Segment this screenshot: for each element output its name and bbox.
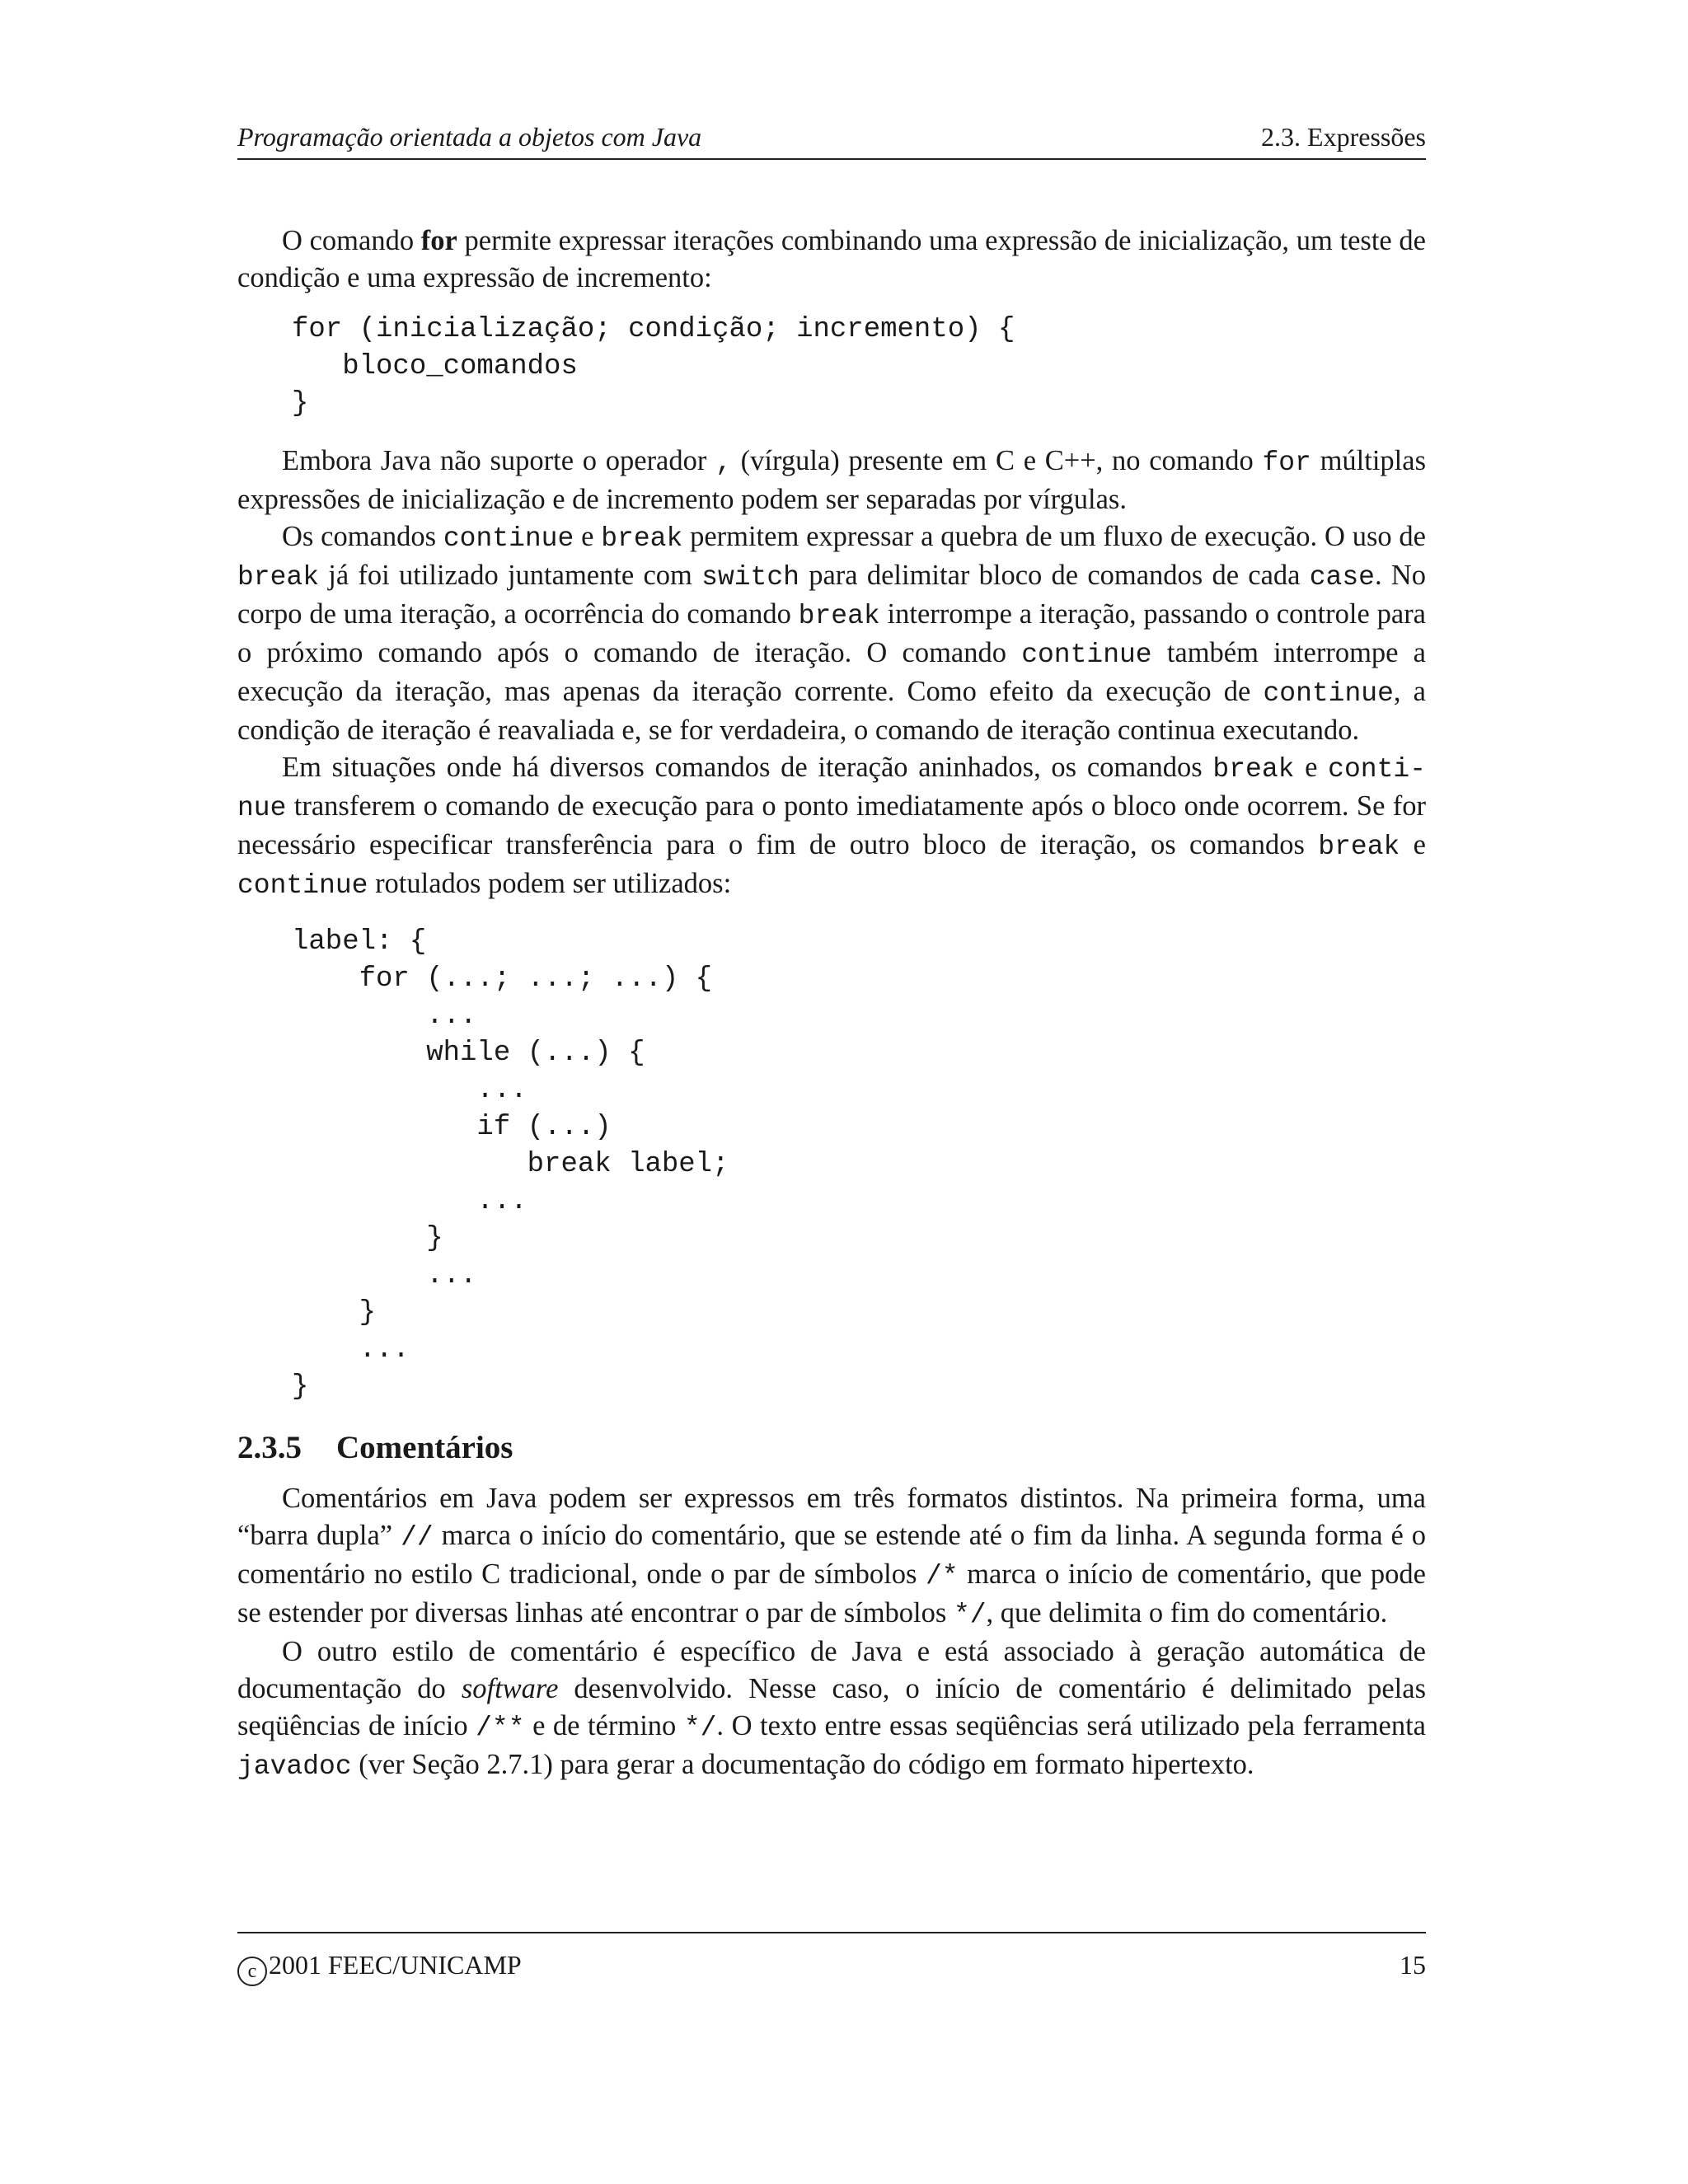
- text: Os comandos: [282, 521, 443, 552]
- inline-code: break: [798, 601, 880, 631]
- paragraph-comments-formats: [237, 1480, 1426, 1633]
- text: Comentários em Java podem ser expressos em três formatos distintos. Na primeira forma, uma “barra dupla”: [237, 1483, 1426, 1551]
- inline-code: /**: [476, 1713, 525, 1743]
- inline-code: case: [1309, 562, 1375, 593]
- paragraph-virgula: [237, 443, 1426, 518]
- section-title: Comentários: [336, 1430, 513, 1465]
- page-body: [237, 223, 1426, 1785]
- text: e: [1400, 829, 1426, 860]
- text: já foi utilizado juntamente com: [319, 560, 702, 591]
- inline-code: break: [1318, 832, 1400, 862]
- paragraph-nested-iterations: [237, 749, 1426, 904]
- text: O outro estilo de comentário é específico de Java e está associado à geração automática de documentação do: [237, 1636, 1426, 1704]
- paragraph-continue-break: [237, 518, 1426, 749]
- text: (ver Seção 2.7.1) para gerar a documentação do código em formato hipertexto.: [351, 1749, 1254, 1780]
- inline-code: break: [1212, 754, 1295, 785]
- code-block-for: for (inicialização; condição; incremento) { bloco_comandos }: [292, 314, 1015, 419]
- text: , a condição de iteração é reavaliada e, se for verdadeira, o comando de iteração continua executando.: [237, 676, 1426, 746]
- text: para delimitar bloco de comandos de cada: [799, 560, 1310, 591]
- keyword-for: for: [420, 225, 457, 256]
- text: permitem expressar a quebra de um fluxo de execução. O uso de: [682, 521, 1426, 552]
- text: rotulados podem ser utilizados:: [368, 868, 732, 899]
- header-book-title: Programação orientada a objetos com Java: [237, 122, 702, 152]
- text: Embora Java não suporte o operador: [282, 445, 716, 476]
- page-footer: [237, 1932, 1426, 1983]
- page-number: 15: [1400, 1950, 1426, 1980]
- inline-code: switch: [701, 562, 799, 593]
- text: . O texto entre essas seqüências será utilizado pela ferramenta: [716, 1710, 1426, 1741]
- inline-code: */: [683, 1713, 717, 1743]
- section-number: 2.3.5: [237, 1430, 302, 1465]
- inline-code: continue: [237, 870, 368, 901]
- inline-code: /*: [925, 1561, 959, 1591]
- text: permite expressar iterações combinando uma expressão de inicialização, um teste de condição e uma expressão de incremento:: [237, 225, 1426, 293]
- text: desenvolvido. Nesse caso, o início de comentário é delimitado pelas seqüências de início: [237, 1673, 1426, 1741]
- text: , que delimita o fim do comentário.: [986, 1597, 1388, 1629]
- code-block-label: label: { for (...; ...; ...) { ... while (...) { ... if (...) break label; ... } ... } ... }: [292, 926, 729, 1403]
- copyright-icon: c: [237, 1957, 267, 1986]
- inline-code: break: [237, 562, 320, 593]
- inline-code: continue: [1263, 678, 1394, 709]
- inline-code: continue: [443, 523, 574, 554]
- paragraph-javadoc: [237, 1633, 1426, 1785]
- section-heading: [237, 1427, 1426, 1469]
- document-page: [237, 0, 1426, 2184]
- inline-code: for: [1262, 448, 1311, 478]
- text: marca o início do comentário, que se estende até o fim da linha. A segunda forma é o comentário no estilo C tradicional, onde o par de símbolos: [237, 1520, 1426, 1590]
- paragraph-for: [237, 223, 1426, 297]
- inline-code: ,: [715, 448, 732, 478]
- inline-code: */: [953, 1600, 987, 1630]
- text: e: [1294, 752, 1329, 783]
- text: O comando: [282, 225, 421, 256]
- inline-code: break: [601, 523, 683, 554]
- inline-code: continue: [1021, 640, 1152, 670]
- text: Em situações onde há diversos comandos de iteração aninhados, os comandos: [282, 752, 1213, 783]
- running-header: [237, 122, 1426, 160]
- text: também interrompe a execução da iteração, mas apenas da iteração corrente. Como efeito da execução de: [237, 637, 1426, 707]
- header-section: 2.3. Expressões: [1261, 122, 1426, 152]
- inline-code: javadoc: [237, 1751, 352, 1782]
- text: marca o início de comentário, que pode se estender por diversas linhas até encontrar o par de símbolos: [237, 1558, 1426, 1629]
- italic-text: software: [461, 1673, 559, 1704]
- inline-code: conti-nue: [237, 754, 1426, 823]
- copyright-text: 2001 FEEC/UNICAMP: [269, 1950, 522, 1980]
- text: . No corpo de uma iteração, a ocorrência do comando: [237, 560, 1426, 630]
- text: e de término: [524, 1710, 684, 1741]
- text: (vírgula) presente em C e C++, no comando: [731, 445, 1263, 476]
- text: e: [574, 521, 602, 552]
- text: transferem o comando de execução para o ponto imediatamente após o bloco onde ocorrem. Se for necessário especificar transferência para o fim de outro bloco de iteração, os comandos: [237, 790, 1426, 860]
- text: interrompe a iteração, passando o controle para o próximo comando após o comando de iteração. O comando: [237, 598, 1426, 668]
- text: múltiplas expressões de inicialização e de incremento podem ser separadas por vírgulas.: [237, 445, 1426, 515]
- footer-copyright: [237, 1950, 522, 1986]
- inline-code: //: [401, 1522, 434, 1553]
